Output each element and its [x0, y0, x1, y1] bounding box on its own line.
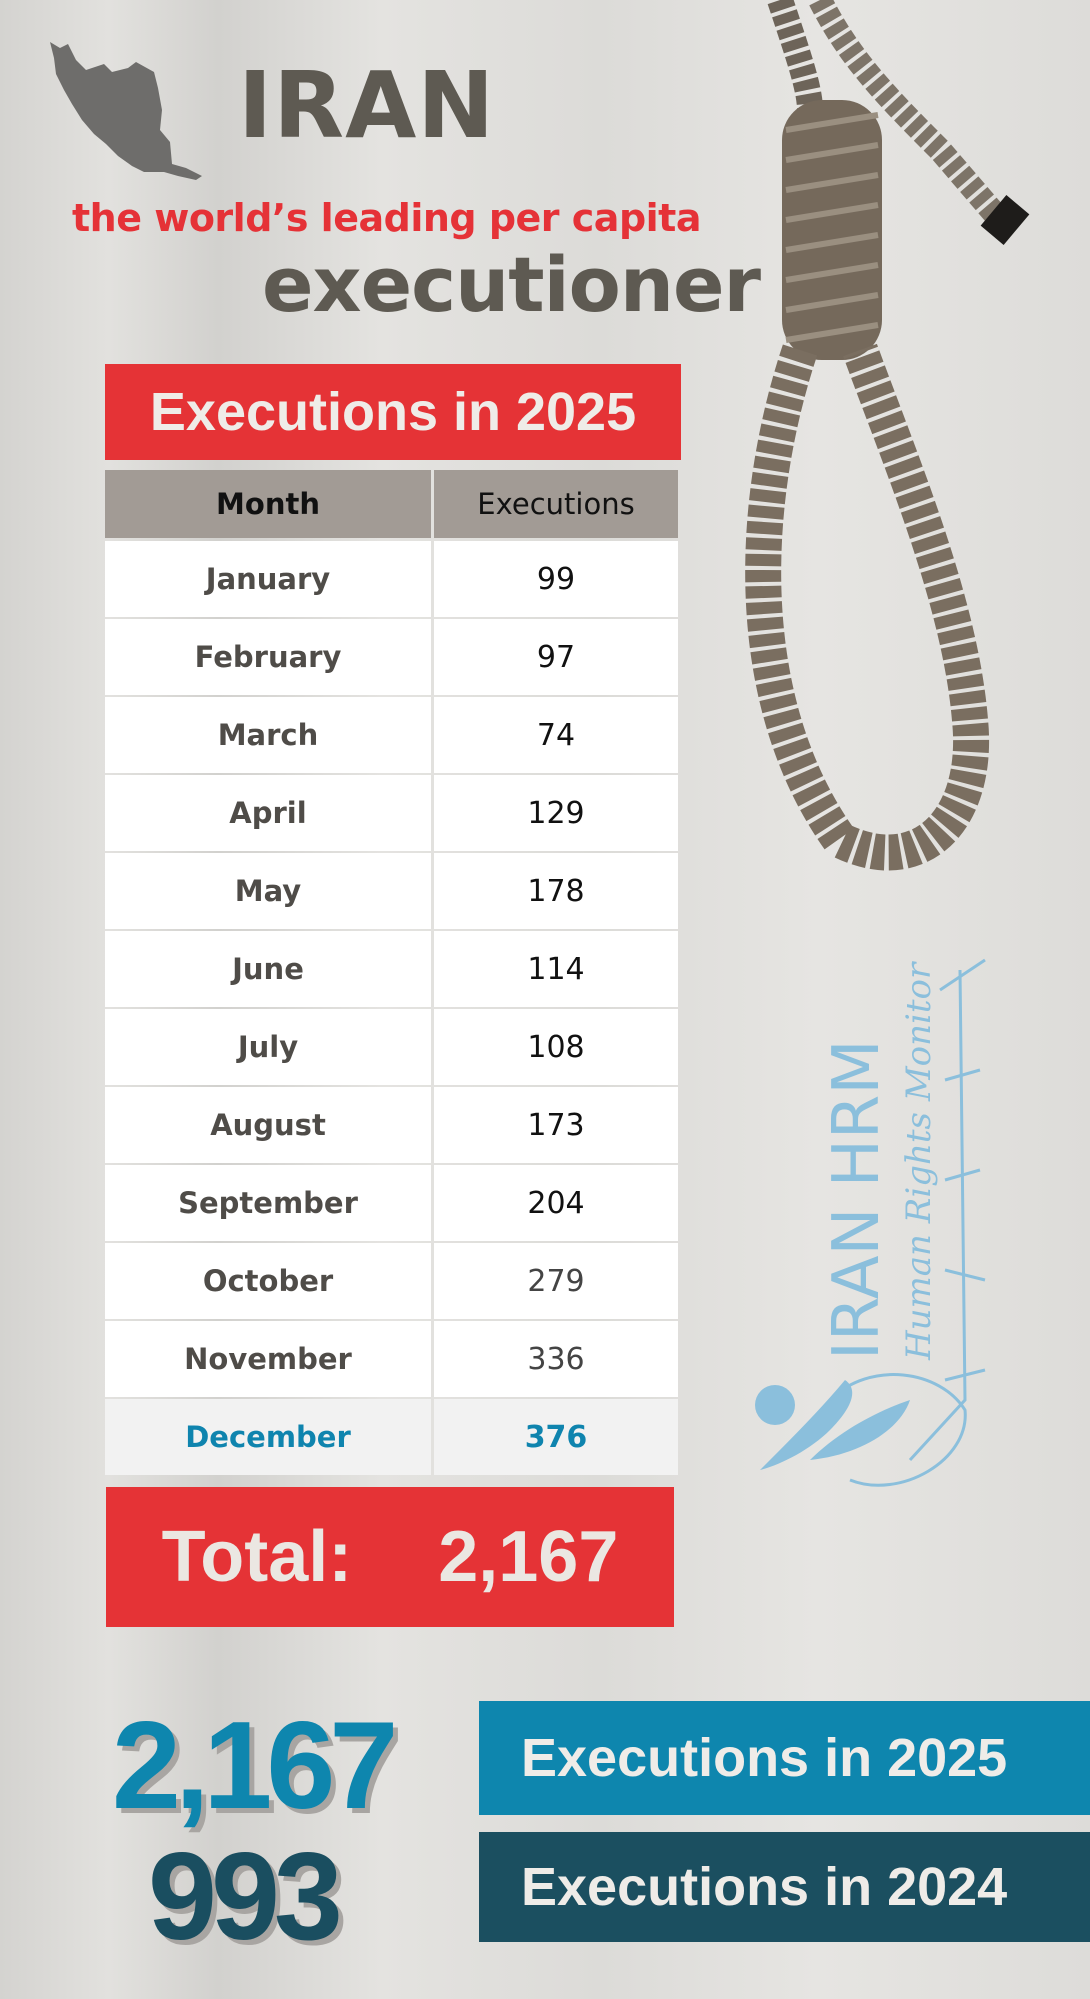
executions-cell: 74 — [434, 697, 678, 773]
logo-tagline: Human Rights Monitor — [899, 962, 939, 1360]
noose-image — [740, 0, 1090, 880]
table-row — [105, 775, 678, 851]
month-cell: April — [105, 775, 431, 851]
executions-cell: 173 — [434, 1087, 678, 1163]
table-row-highlighted — [105, 1399, 678, 1475]
month-cell: March — [105, 697, 431, 773]
month-cell: September — [105, 1165, 431, 1241]
page-title: executioner — [262, 240, 760, 329]
table-row — [105, 1009, 678, 1085]
iran-map-icon — [46, 38, 206, 180]
table-row — [105, 1165, 678, 1241]
executions-cell: 114 — [434, 931, 678, 1007]
column-header-executions: Executions — [434, 470, 678, 538]
table-row — [105, 1243, 678, 1319]
executions-cell: 97 — [434, 619, 678, 695]
table-row — [105, 1087, 678, 1163]
total-banner — [106, 1487, 674, 1627]
executions-2024-label: Executions in 2024 — [479, 1832, 1090, 1942]
column-header-month: Month — [105, 470, 431, 538]
executions-cell: 204 — [434, 1165, 678, 1241]
table-row — [105, 853, 678, 929]
total-label: Total: — [161, 1517, 353, 1597]
executions-cell: 129 — [434, 775, 678, 851]
month-cell: October — [105, 1243, 431, 1319]
table-row — [105, 931, 678, 1007]
executions-cell: 178 — [434, 853, 678, 929]
month-cell: May — [105, 853, 431, 929]
month-cell: August — [105, 1087, 431, 1163]
executions-cell: 279 — [434, 1243, 678, 1319]
table-row — [105, 541, 678, 617]
table-row — [105, 697, 678, 773]
executions-2025-count: 2,167 — [112, 1697, 393, 1835]
subtitle: the world’s leading per capita — [72, 196, 701, 240]
executions-cell: 376 — [434, 1399, 678, 1475]
month-cell: July — [105, 1009, 431, 1085]
iran-hrm-logo — [750, 940, 1000, 1500]
total-value: 2,167 — [438, 1517, 619, 1597]
month-cell: January — [105, 541, 431, 617]
executions-table — [105, 470, 678, 1477]
executions-cell: 336 — [434, 1321, 678, 1397]
executions-2025-label: Executions in 2025 — [479, 1701, 1090, 1815]
logo-name: IRAN HRM — [820, 1039, 894, 1360]
month-cell: June — [105, 931, 431, 1007]
executions-cell: 108 — [434, 1009, 678, 1085]
table-row — [105, 619, 678, 695]
table-title-banner: Executions in 2025 — [105, 364, 681, 460]
month-cell: December — [105, 1399, 431, 1475]
country-heading: IRAN — [238, 52, 496, 159]
month-cell: November — [105, 1321, 431, 1397]
month-cell: February — [105, 619, 431, 695]
executions-2024-count: 993 — [148, 1828, 337, 1966]
table-row — [105, 1321, 678, 1397]
executions-cell: 99 — [434, 541, 678, 617]
table-header-row — [105, 470, 678, 538]
